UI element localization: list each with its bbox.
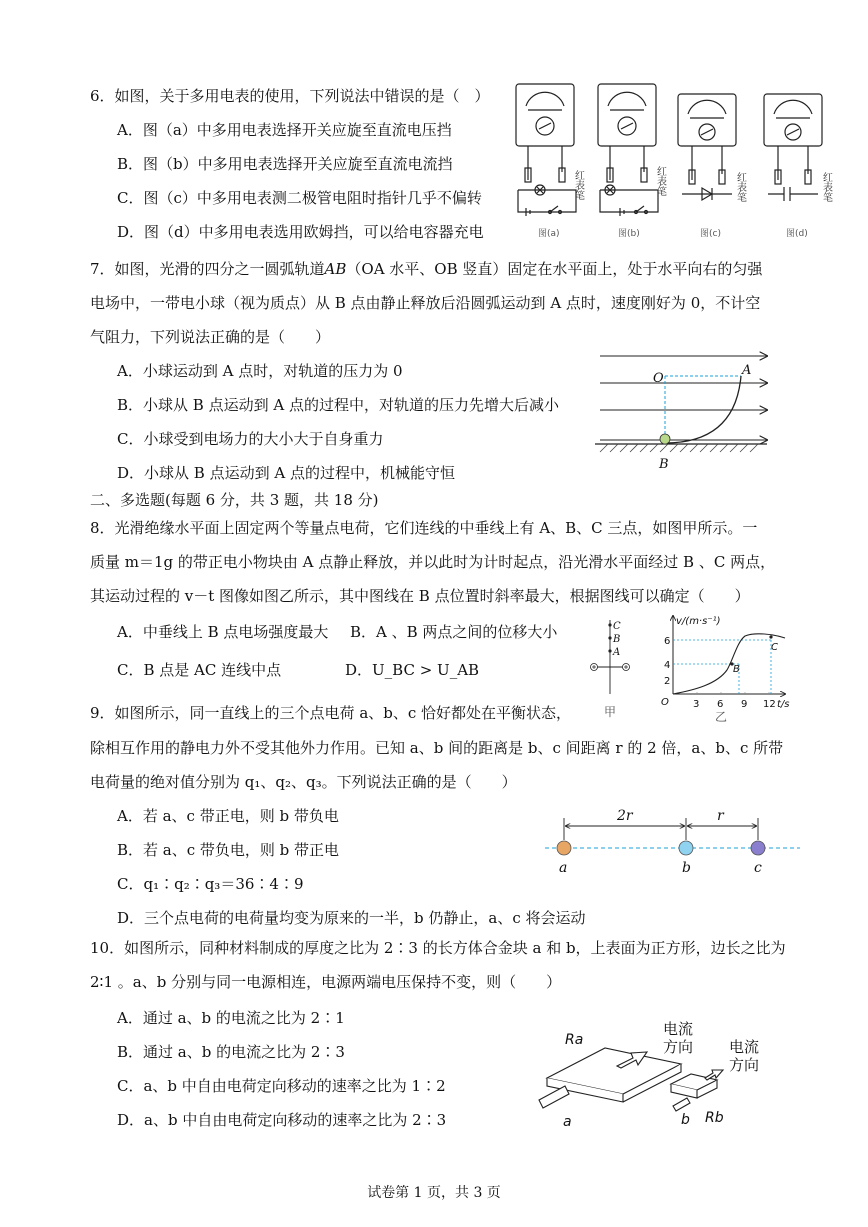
q9-option-c: C．q₁∶q₂∶q₃＝36∶4∶9: [117, 875, 304, 893]
current-direction-label-2b: 方向: [729, 1056, 760, 1074]
probe-label-a: 红表笔: [572, 170, 584, 200]
q8-line1: 8．光滑绝缘水平面上固定两个等量点电荷，它们连线的中垂线上有 A、B、C 三点，如图甲所示。一: [90, 519, 758, 537]
point-o-label: O: [653, 371, 664, 386]
q10-option-a: A．通过 a、b 的电流之比为 2∶1: [117, 1009, 345, 1027]
q10-option-b: B．通过 a、b 的电流之比为 2∶3: [117, 1043, 345, 1061]
q10-line2: 2∶1 。a、b 分别与同一电源相连，电源两端电压保持不变，则（ ）: [90, 973, 562, 991]
meter-b-icon: [598, 84, 658, 216]
graph-xtick-9: 9: [741, 699, 748, 710]
q7-option-d: D．小球从 B 点运动到 A 点的过程中，机械能守恒: [117, 464, 455, 482]
point-a-label: A: [742, 363, 752, 378]
q6-option-c: C．图（c）中多用电表测二极管电阻时指针几乎不偏转: [117, 189, 482, 207]
q7-arc-track-figure: [595, 348, 775, 473]
graph-ylabel: v/(m·s⁻¹): [676, 616, 721, 627]
q8-option-a: A．中垂线上 B 点电场强度最大: [117, 623, 329, 641]
q6-option-a: A．图（a）中多用电表选择开关应旋至直流电压挡: [117, 121, 452, 139]
caption-c: 图(c): [700, 229, 721, 239]
point-b-label: B: [659, 457, 669, 472]
q6-option-d: D．图（d）中多用电表选用欧姆挡，可以给电容器充电: [117, 223, 484, 241]
yi-caption: 乙: [715, 710, 728, 724]
q7-option-c: C．小球受到电场力的大小大于自身重力: [117, 430, 384, 448]
q9-option-a: A．若 a、c 带正电，则 b 带负电: [117, 807, 339, 825]
q9-line1: 9．如图所示，同一直线上的三个点电荷 a、b、c 恰好都处在平衡状态，: [90, 704, 572, 722]
graph-xlabel: t/s: [777, 699, 790, 710]
jia-label-b: B: [613, 634, 621, 645]
block-a-label: a: [563, 1114, 572, 1130]
block-b-label: b: [681, 1112, 690, 1128]
graph-point-b: B: [733, 664, 740, 675]
caption-a: 图(a): [538, 229, 560, 239]
q7-option-a: A．小球运动到 A 点时，对轨道的压力为 0: [117, 362, 403, 380]
meter-c-icon: [678, 94, 736, 200]
q7-line3: 气阻力，下列说法正确的是（ ）: [90, 328, 331, 346]
probe-label-b: 红表笔: [654, 166, 666, 196]
q10-alloy-blocks-figure: [535, 1020, 785, 1135]
q6-option-b: B．图（b）中多用电表选择开关应旋至直流电流挡: [117, 155, 453, 173]
q9-line2: 除相互作用的静电力外不受其他外力作用。已知 a、b 间的距离是 b、c 间距离 r 的 2 倍，a、b、c 所带: [90, 739, 784, 757]
q6-stem: 6．如图，关于多用电表的使用，下列说法中错误的是（ ）: [90, 87, 490, 105]
jia-label-a: A: [613, 647, 621, 658]
jia-label-c: C: [613, 621, 621, 632]
graph-ytick-2: 2: [664, 676, 671, 687]
q9-option-d: D．三个点电荷的电荷量均变为原来的一半，b 仍静止，a、c 将会运动: [117, 909, 586, 927]
q8-vt-graph: [655, 612, 805, 724]
q9-line3: 电荷量的绝对值分别为 q₁、q₂、q₃。下列说法正确的是（ ）: [90, 773, 517, 791]
jia-caption: 甲: [604, 705, 617, 719]
meter-d-icon: [764, 94, 822, 201]
graph-point-c: C: [771, 642, 778, 653]
graph-origin: O: [661, 697, 669, 708]
charge-b-label: b: [682, 860, 691, 876]
q7-line2: 电场中，一带电小球（视为质点）从 B 点由静止释放后沿圆弧运动到 A 点时，速度刚好为 0，不计空: [90, 294, 761, 312]
q10-option-c: C．a、b 中自由电荷定向移动的速率之比为 1∶2: [117, 1077, 446, 1095]
label-rb: Rb: [705, 1110, 724, 1126]
current-direction-label-1a: 电流: [663, 1020, 694, 1038]
graph-ytick-6: 6: [664, 636, 671, 647]
q8-line3: 其运动过程的 v－t 图像如图乙所示，其中图线在 B 点位置时斜率最大，根据图线可以确定（ ）: [90, 587, 750, 605]
section-2-heading: 二、多选题(每题 6 分，共 3 题，共 18 分): [90, 491, 379, 509]
caption-b: 图(b): [618, 229, 640, 239]
q8-option-c: C．B 点是 AC 连线中点: [117, 661, 282, 679]
meter-a-icon: [516, 84, 576, 216]
charge-a-label: a: [559, 860, 568, 876]
q8-option-d: D．U_BC > U_AB: [345, 661, 480, 679]
probe-label-c: 红表笔: [734, 172, 746, 202]
q10-line1: 10．如图所示，同种材料制成的厚度之比为 2∶3 的长方体合金块 a 和 b，上表面为正方形，边长之比为: [90, 939, 786, 957]
charge-c-label: c: [754, 860, 762, 876]
graph-xtick-3: 3: [693, 699, 700, 710]
q8-option-b: B．A 、B 两点之间的位移大小: [350, 623, 558, 641]
graph-xtick-6: 6: [717, 699, 724, 710]
q7-option-b: B．小球从 B 点运动到 A 点的过程中，对轨道的压力先增大后减小: [117, 396, 559, 414]
q7-line1: 7．如图，光滑的四分之一圆弧轨道AB（OA 水平、OB 竖直）固定在水平面上，处于水平向右的匀强: [90, 260, 763, 278]
caption-d: 图(d): [786, 229, 808, 239]
distance-r: r: [717, 808, 724, 824]
graph-xtick-12: 12: [763, 699, 776, 710]
graph-ytick-4: 4: [664, 660, 671, 671]
q9-option-b: B．若 a、c 带负电，则 b 带正电: [117, 841, 340, 859]
q6-multimeter-figure: [510, 80, 835, 240]
label-ra: Ra: [565, 1032, 584, 1048]
probe-label-d: 红表笔: [820, 172, 832, 202]
q10-option-d: D．a、b 中自由电荷定向移动的速率之比为 2∶3: [117, 1111, 447, 1129]
current-direction-label-1b: 方向: [663, 1038, 694, 1056]
q8-line2: 质量 m＝1g 的带正电小物块由 A 点静止释放，并以此时为计时起点，沿光滑水平面经过 B 、C 两点，: [90, 553, 776, 571]
distance-2r: 2r: [617, 808, 633, 824]
q8-figure-jia: [590, 612, 630, 720]
q9-charges-figure: [545, 808, 805, 878]
current-direction-label-2a: 电流: [729, 1038, 760, 1056]
page-footer: 试卷第 1 页，共 3 页: [367, 1185, 501, 1201]
